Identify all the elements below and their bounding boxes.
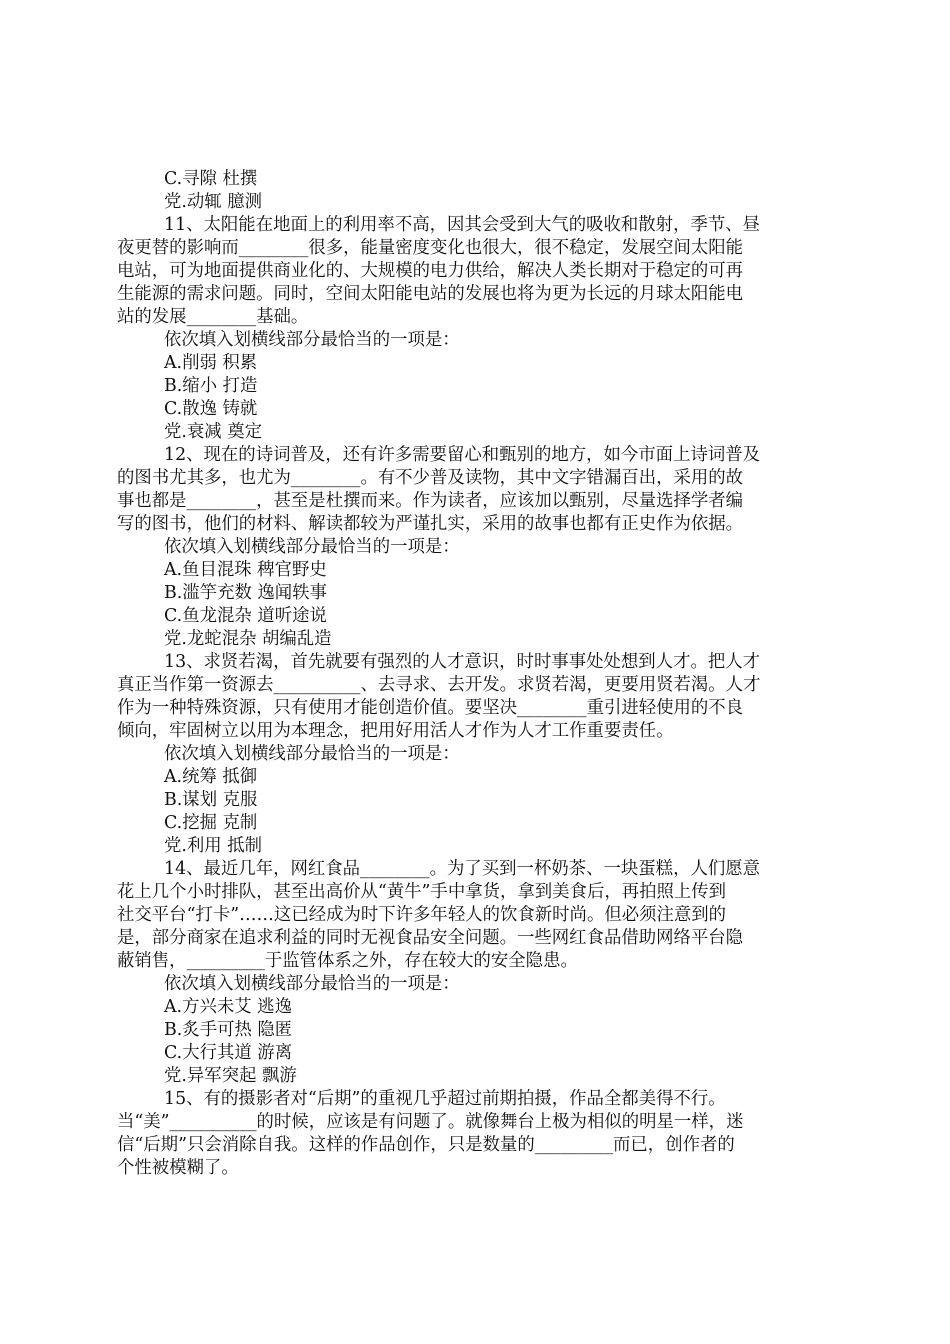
option-c-prev: C.寻隙 杜撰 (164, 169, 258, 189)
question-12-option-c: C.鱼龙混杂 道听途说 (164, 606, 327, 626)
question-14-line-3: 社交平台“打卡”……这已经成为时下许多年轻人的饮食新时尚。但必须注意到的 (117, 905, 727, 925)
question-14-option-b: B.炙手可热 隐匿 (164, 1020, 293, 1040)
question-14-option-c: C.大行其道 游离 (164, 1043, 293, 1063)
question-14-line-5: 蔽销售，_________于监管体系之外，存在较大的安全隐患。 (117, 951, 578, 971)
question-14-line-2: 花上几个小时排队，甚至出高价从“黄牛”手中拿货，拿到美食后，再拍照上传到 (117, 882, 727, 902)
question-14-line-4: 是，部分商家在追求利益的同时无视食品安全问题。一些网红食品借助网络平台隐 (117, 928, 744, 948)
question-13-option-a: A.统筹 抵御 (164, 767, 258, 787)
question-14-option-a: A.方兴未艾 逃逸 (164, 997, 292, 1017)
question-12-line-3: 事也都是________，甚至是杜撰而来。作为读者，应该加以甄别，尽量选择学者编 (117, 491, 744, 511)
question-14-option-d: 党.异军突起 飘游 (164, 1066, 297, 1086)
question-13-prompt: 依次填入划横线部分最恰当的一项是： (164, 744, 460, 764)
question-15-line-1: 15、有的摄影者对“后期”的重视几乎超过前期拍摄，作品全都美得不行。 (164, 1089, 726, 1109)
question-12-prompt: 依次填入划横线部分最恰当的一项是： (164, 537, 460, 557)
document-body (117, 168, 833, 1180)
question-13-option-b: B.谋划 克服 (164, 790, 258, 810)
question-13-option-c: C.挖掘 克制 (164, 813, 258, 833)
question-14-prompt: 依次填入划横线部分最恰当的一项是： (164, 974, 460, 994)
question-11-line-5: 站的发展________基础。 (117, 307, 309, 327)
question-12-line-1: 12、现在的诗词普及，还有许多需要留心和甄别的地方，如今市面上诗词普及 (164, 445, 761, 465)
option-d-prev: 党.动辄 臆测 (164, 192, 263, 212)
question-11-line-4: 生能源的需求问题。同时，空间太阳能电站的发展也将为更为长远的月球太阳能电 (117, 284, 744, 304)
question-12-option-b: B.滥竽充数 逸闻轶事 (164, 583, 327, 603)
question-11-line-2: 夜更替的影响而________很多，能量密度变化也很大，很不稳定，发展空间太阳能 (117, 238, 744, 258)
question-12-option-a: A.鱼目混珠 稗官野史 (164, 560, 327, 580)
question-14-line-1: 14、最近几年，网红食品________。为了买到一杯奶茶、一块蛋糕，人们愿意 (164, 859, 761, 879)
question-13-line-4: 倾向，牢固树立以用为本理念，把用好用活人才作为人才工作重要责任。 (117, 721, 674, 741)
question-15-line-4: 个性被模糊了。 (117, 1158, 239, 1178)
question-11-line-1: 11、太阳能在地面上的利用率不高，因其会受到大气的吸收和散射，季节、昼 (164, 215, 761, 235)
question-11-option-d: 党.衰减 奠定 (164, 422, 263, 442)
question-12-line-2: 的图书尤其多，也尤为________。有不少普及读物，其中文字错漏百出，采用的故 (117, 468, 744, 488)
question-11-option-a: A.削弱 积累 (164, 353, 258, 373)
question-11-prompt: 依次填入划横线部分最恰当的一项是： (164, 330, 460, 350)
question-11-line-3: 电站，可为地面提供商业化的、大规模的电力供给，解决人类长期对于稳定的可再 (117, 261, 744, 281)
question-13-line-3: 作为一种特殊资源，只有使用才能创造价值。要坚决________重引进轻使用的不良 (117, 698, 744, 718)
question-15-line-2: 当“美”__________的时候，应该是有问题了。就像舞台上极为相似的明星一样，迷 (117, 1112, 744, 1132)
question-13-line-2: 真正当作第一资源去__________、去寻求、去开发。求贤若渴，更要用贤若渴。人才 (117, 675, 761, 695)
question-11-option-c: C.散逸 铸就 (164, 399, 258, 419)
question-12-option-d: 党.龙蛇混杂 胡编乱造 (164, 629, 332, 649)
question-13-option-d: 党.利用 抵制 (164, 836, 263, 856)
question-15-line-3: 信“后期”只会消除自我。这样的作品创作，只是数量的_________而已，创作者的 (117, 1135, 735, 1155)
question-13-line-1: 13、求贤若渴，首先就要有强烈的人才意识，时时事事处处想到人才。把人才 (164, 652, 761, 672)
question-11-option-b: B.缩小 打造 (164, 376, 258, 396)
question-12-line-4: 写的图书，他们的材料、解读都较为严谨扎实，采用的故事也都有正史作为依据。 (117, 514, 744, 534)
